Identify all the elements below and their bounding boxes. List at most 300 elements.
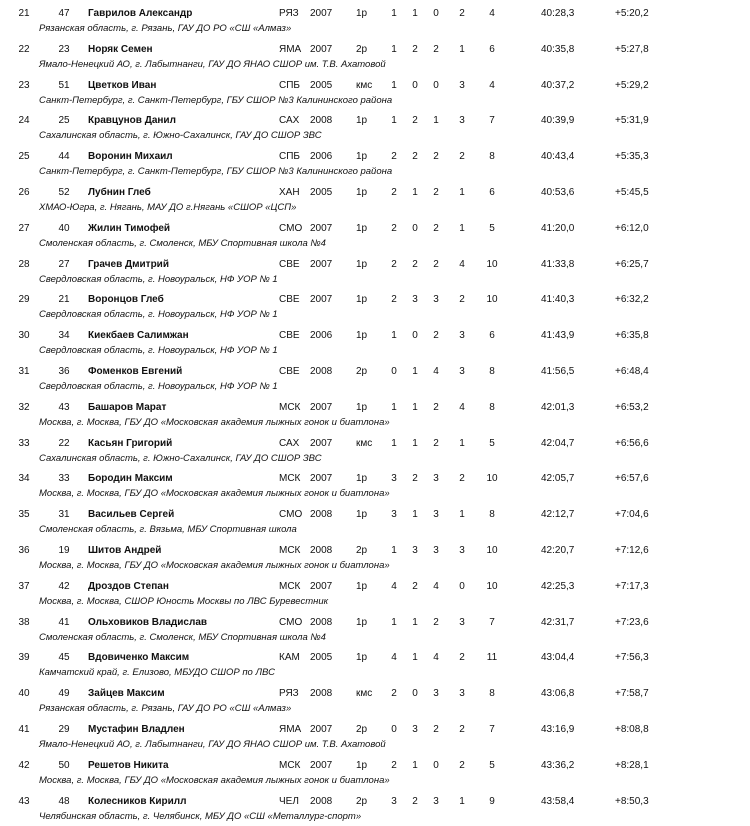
shooting-stage-1: 1	[391, 545, 397, 556]
athlete-name: Дроздов Степан	[88, 580, 169, 592]
region-code: СПБ	[279, 79, 300, 91]
place-cell: 33	[18, 437, 30, 449]
shooting-stage-1: 0	[391, 366, 397, 377]
region-code: СМО	[279, 222, 303, 234]
birth-year: 2007	[310, 759, 333, 771]
bib-number: 44	[58, 151, 70, 163]
finish-time: 42:12,7	[541, 509, 575, 521]
shooting-stage-2: 1	[412, 437, 418, 449]
athlete-name: Ольховиков Владислав	[88, 616, 208, 628]
birth-year: 2007	[310, 437, 333, 449]
time-behind: +6:35,8	[615, 330, 649, 342]
penalty-total: 7	[489, 724, 495, 735]
time-behind: +7:23,6	[615, 616, 649, 628]
shooting-stage-1: 1	[391, 79, 397, 91]
result-row	[0, 3, 750, 38]
place-cell: 37	[18, 580, 30, 592]
organization: Рязанская область, г. Рязань, ГАУ ДО РО «СШ «Алмаз»	[39, 703, 292, 715]
sport-rank: 2р	[356, 545, 368, 556]
shooting-stage-3: 3	[433, 509, 439, 521]
shooting-stage-3: 2	[433, 437, 439, 449]
athlete-name: Фоменков Евгений	[88, 366, 183, 377]
organization: Ямало-Ненецкий АО, г. Лабытнанги, ГАУ ДО ЯНАО СШОР им. Т.В. Ахатовой	[39, 58, 386, 70]
result-row	[0, 361, 750, 396]
penalty-total: 6	[489, 330, 495, 342]
time-behind: +8:50,3	[615, 795, 649, 807]
time-behind: +6:25,7	[615, 258, 649, 270]
time-behind: +8:28,1	[615, 759, 649, 771]
birth-year: 2007	[310, 43, 333, 55]
penalty-total: 10	[486, 294, 498, 306]
shooting-stage-3: 0	[433, 79, 439, 91]
result-row	[0, 612, 750, 647]
bib-number: 33	[58, 473, 70, 485]
organization: Сахалинская область, г. Южно-Сахалинск, ГАУ ДО СШОР ЗВС	[39, 130, 322, 142]
region-code: СВЕ	[279, 294, 300, 306]
bib-number: 45	[58, 652, 70, 664]
result-row	[0, 433, 750, 468]
result-row	[0, 647, 750, 682]
result-row	[0, 325, 750, 360]
birth-year: 2007	[310, 8, 333, 19]
athlete-name: Вдовиченко Максим	[88, 652, 190, 664]
time-behind: +6:48,4	[615, 366, 649, 377]
time-behind: +6:12,0	[615, 222, 649, 234]
region-code: САХ	[279, 437, 300, 449]
sport-rank: 2р	[356, 43, 368, 55]
penalty-total: 10	[486, 580, 498, 592]
athlete-name: Гаврилов Александр	[88, 8, 193, 19]
penalty-total: 8	[489, 401, 495, 413]
shooting-stage-2: 1	[412, 759, 418, 771]
place-cell: 31	[18, 366, 30, 377]
place-cell: 35	[18, 509, 30, 521]
penalty-total: 10	[486, 258, 498, 270]
shooting-stage-2: 0	[412, 688, 418, 700]
shooting-stage-3: 3	[433, 795, 439, 807]
time-behind: +7:17,3	[615, 580, 649, 592]
finish-time: 40:28,3	[541, 8, 575, 19]
bib-number: 22	[58, 437, 70, 449]
shooting-stage-3: 2	[433, 187, 439, 198]
penalty-total: 4	[489, 79, 495, 91]
sport-rank: 1р	[356, 580, 368, 592]
sport-rank: 1р	[356, 294, 368, 306]
birth-year: 2008	[310, 366, 333, 377]
penalty-total: 4	[489, 8, 495, 19]
result-row	[0, 218, 750, 253]
shooting-stage-4: 2	[459, 724, 465, 735]
sport-rank: 1р	[356, 8, 368, 19]
shooting-stage-3: 2	[433, 616, 439, 628]
place-cell: 21	[18, 8, 30, 19]
shooting-stage-4: 3	[459, 688, 465, 700]
bib-number: 36	[58, 366, 70, 377]
bib-number: 50	[58, 759, 70, 771]
athlete-name: Колесников Кирилл	[88, 795, 187, 807]
bib-number: 51	[58, 79, 70, 91]
shooting-stage-3: 4	[433, 366, 439, 377]
region-code: СВЕ	[279, 330, 300, 342]
sport-rank: 1р	[356, 401, 368, 413]
finish-time: 42:05,7	[541, 473, 575, 485]
finish-time: 42:04,7	[541, 437, 575, 449]
penalty-total: 5	[489, 759, 495, 771]
sport-rank: 2р	[356, 795, 368, 807]
shooting-stage-3: 3	[433, 294, 439, 306]
place-cell: 23	[18, 79, 30, 91]
finish-time: 42:20,7	[541, 545, 575, 556]
shooting-stage-1: 2	[391, 759, 397, 771]
bib-number: 49	[58, 688, 70, 700]
shooting-stage-2: 1	[412, 616, 418, 628]
shooting-stage-2: 2	[412, 473, 418, 485]
birth-year: 2007	[310, 258, 333, 270]
birth-year: 2008	[310, 545, 333, 556]
athlete-name: Лубнин Глеб	[88, 187, 151, 198]
shooting-stage-3: 0	[433, 8, 439, 19]
athlete-name: Касьян Григорий	[88, 437, 173, 449]
birth-year: 2006	[310, 151, 333, 163]
finish-time: 42:31,7	[541, 616, 575, 628]
shooting-stage-1: 1	[391, 8, 397, 19]
athlete-name: Жилин Тимофей	[88, 222, 171, 234]
birth-year: 2006	[310, 330, 333, 342]
athlete-name: Кравцунов Данил	[88, 115, 176, 127]
region-code: МСК	[279, 759, 301, 771]
penalty-total: 11	[486, 652, 498, 664]
shooting-stage-4: 4	[459, 258, 465, 270]
place-cell: 38	[18, 616, 30, 628]
organization: Смоленская область, г. Вязьма, МБУ Спортивная школа	[39, 524, 297, 536]
shooting-stage-2: 0	[412, 222, 418, 234]
shooting-stage-4: 3	[459, 545, 465, 556]
time-behind: +5:35,3	[615, 151, 649, 163]
shooting-stage-3: 2	[433, 151, 439, 163]
shooting-stage-3: 2	[433, 724, 439, 735]
shooting-stage-2: 1	[412, 509, 418, 521]
athlete-name: Киекбаев Салимжан	[88, 330, 189, 342]
shooting-stage-4: 3	[459, 79, 465, 91]
bib-number: 21	[58, 294, 70, 306]
shooting-stage-3: 2	[433, 258, 439, 270]
result-row	[0, 755, 750, 790]
penalty-total: 6	[489, 43, 495, 55]
organization: Свердловская область, г. Новоуральск, НФ УОР № 1	[39, 309, 278, 321]
shooting-stage-1: 1	[391, 330, 397, 342]
shooting-stage-1: 2	[391, 688, 397, 700]
sport-rank: кмс	[356, 688, 373, 700]
organization: Сахалинская область, г. Южно-Сахалинск, ГАУ ДО СШОР ЗВС	[39, 452, 322, 464]
organization: Москва, г. Москва, ГБУ ДО «Московская академия лыжных гонок и биатлона»	[39, 416, 390, 428]
shooting-stage-3: 0	[433, 759, 439, 771]
shooting-stage-3: 2	[433, 222, 439, 234]
shooting-stage-4: 2	[459, 473, 465, 485]
birth-year: 2008	[310, 688, 333, 700]
time-behind: +8:08,8	[615, 724, 649, 735]
region-code: СПБ	[279, 151, 300, 163]
place-cell: 43	[18, 795, 30, 807]
shooting-stage-4: 1	[459, 43, 465, 55]
result-row	[0, 182, 750, 217]
sport-rank: 1р	[356, 616, 368, 628]
penalty-total: 6	[489, 187, 495, 198]
time-behind: +7:04,6	[615, 509, 649, 521]
finish-time: 43:04,4	[541, 652, 575, 664]
penalty-total: 5	[489, 437, 495, 449]
place-cell: 27	[18, 222, 30, 234]
shooting-stage-4: 2	[459, 652, 465, 664]
organization: Камчатский край, г. Елизово, МБУДО СШОР по ЛВС	[39, 667, 275, 679]
shooting-stage-2: 0	[412, 79, 418, 91]
sport-rank: 1р	[356, 115, 368, 127]
result-row	[0, 289, 750, 324]
organization: ХМАО-Югра, г. Нягань, МАУ ДО г.Нягань «СШОР «ЦСП»	[39, 202, 297, 213]
time-behind: +7:58,7	[615, 688, 649, 700]
shooting-stage-2: 1	[412, 401, 418, 413]
place-cell: 25	[18, 151, 30, 163]
birth-year: 2005	[310, 187, 333, 198]
sport-rank: 1р	[356, 652, 368, 664]
organization: Москва, г. Москва, СШОР Юность Москвы по ЛВС Буревестник	[39, 595, 329, 607]
shooting-stage-3: 3	[433, 473, 439, 485]
result-row	[0, 576, 750, 611]
finish-time: 42:01,3	[541, 401, 575, 413]
time-behind: +7:56,3	[615, 652, 649, 664]
athlete-name: Решетов Никита	[88, 759, 169, 771]
bib-number: 29	[58, 724, 70, 735]
penalty-total: 7	[489, 115, 495, 127]
shooting-stage-2: 2	[412, 258, 418, 270]
sport-rank: 1р	[356, 222, 368, 234]
birth-year: 2008	[310, 115, 333, 127]
shooting-stage-1: 2	[391, 187, 397, 198]
shooting-stage-4: 2	[459, 8, 465, 19]
birth-year: 2008	[310, 795, 333, 807]
result-row	[0, 75, 750, 110]
organization: Санкт-Петербург, г. Санкт-Петербург, ГБУ СШОР №3 Калининского района	[39, 166, 393, 178]
result-row	[0, 110, 750, 145]
bib-number: 34	[58, 330, 70, 342]
shooting-stage-3: 4	[433, 652, 439, 664]
region-code: СВЕ	[279, 258, 300, 270]
bib-number: 52	[58, 187, 70, 198]
sport-rank: 2р	[356, 724, 368, 735]
organization: Смоленская область, г. Смоленск, МБУ Спортивная школа №4	[39, 237, 326, 249]
sport-rank: 1р	[356, 509, 368, 521]
sport-rank: 1р	[356, 759, 368, 771]
shooting-stage-2: 3	[412, 294, 418, 306]
region-code: СМО	[279, 509, 303, 521]
finish-time: 41:40,3	[541, 294, 575, 306]
shooting-stage-1: 1	[391, 115, 397, 127]
shooting-stage-4: 4	[459, 401, 465, 413]
birth-year: 2007	[310, 294, 333, 306]
birth-year: 2007	[310, 401, 333, 413]
athlete-name: Васильев Сергей	[88, 509, 175, 521]
shooting-stage-2: 3	[412, 545, 418, 556]
birth-year: 2007	[310, 724, 333, 735]
organization: Свердловская область, г. Новоуральск, НФ УОР № 1	[39, 381, 278, 392]
shooting-stage-3: 4	[433, 580, 439, 592]
finish-time: 40:37,2	[541, 79, 575, 91]
shooting-stage-2: 3	[412, 724, 418, 735]
birth-year: 2005	[310, 652, 333, 664]
shooting-stage-1: 0	[391, 724, 397, 735]
shooting-stage-3: 2	[433, 401, 439, 413]
athlete-name: Мустафин Владлен	[88, 724, 185, 735]
region-code: ХАН	[279, 187, 300, 198]
time-behind: +6:57,6	[615, 473, 649, 485]
athlete-name: Шитов Андрей	[88, 545, 162, 556]
place-cell: 32	[18, 401, 30, 413]
athlete-name: Зайцев Максим	[88, 688, 165, 700]
shooting-stage-4: 2	[459, 759, 465, 771]
place-cell: 28	[18, 258, 30, 270]
sport-rank: 1р	[356, 473, 368, 485]
penalty-total: 9	[489, 795, 495, 807]
shooting-stage-3: 1	[433, 115, 439, 127]
shooting-stage-4: 1	[459, 437, 465, 449]
sport-rank: кмс	[356, 79, 373, 91]
shooting-stage-4: 0	[459, 580, 465, 592]
shooting-stage-1: 2	[391, 222, 397, 234]
region-code: РЯЗ	[279, 8, 299, 19]
birth-year: 2005	[310, 79, 333, 91]
organization: Смоленская область, г. Смоленск, МБУ Спортивная школа №4	[39, 631, 326, 643]
penalty-total: 7	[489, 616, 495, 628]
time-behind: +5:27,8	[615, 43, 649, 55]
penalty-total: 8	[489, 366, 495, 377]
place-cell: 39	[18, 652, 30, 664]
shooting-stage-1: 3	[391, 795, 397, 807]
time-behind: +5:45,5	[615, 187, 649, 198]
region-code: МСК	[279, 401, 301, 413]
place-cell: 29	[18, 294, 30, 306]
finish-time: 40:39,9	[541, 115, 575, 127]
birth-year: 2007	[310, 580, 333, 592]
place-cell: 24	[18, 115, 30, 127]
shooting-stage-1: 1	[391, 401, 397, 413]
finish-time: 40:43,4	[541, 151, 575, 163]
organization: Ямало-Ненецкий АО, г. Лабытнанги, ГАУ ДО ЯНАО СШОР им. Т.В. Ахатовой	[39, 739, 386, 750]
result-row	[0, 39, 750, 74]
finish-time: 41:33,8	[541, 258, 575, 270]
birth-year: 2008	[310, 616, 333, 628]
finish-time: 43:36,2	[541, 759, 575, 771]
place-cell: 30	[18, 330, 30, 342]
shooting-stage-4: 1	[459, 187, 465, 198]
bib-number: 41	[58, 616, 70, 628]
organization: Свердловская область, г. Новоуральск, НФ УОР № 1	[39, 273, 278, 285]
organization: Москва, г. Москва, ГБУ ДО «Московская академия лыжных гонок и биатлона»	[39, 774, 390, 786]
shooting-stage-1: 1	[391, 616, 397, 628]
finish-time: 41:20,0	[541, 222, 575, 234]
region-code: МСК	[279, 580, 301, 592]
time-behind: +5:20,2	[615, 8, 649, 19]
athlete-name: Норяк Семен	[88, 43, 153, 55]
bib-number: 31	[58, 509, 70, 521]
athlete-name: Бородин Максим	[88, 473, 173, 485]
shooting-stage-2: 1	[412, 8, 418, 19]
sport-rank: 1р	[356, 187, 368, 198]
athlete-name: Цветков Иван	[88, 79, 157, 91]
athlete-name: Башаров Марат	[88, 401, 167, 413]
shooting-stage-2: 2	[412, 115, 418, 127]
bib-number: 47	[58, 8, 70, 19]
place-cell: 40	[18, 688, 30, 700]
organization: Москва, г. Москва, ГБУ ДО «Московская академия лыжных гонок и биатлона»	[39, 560, 390, 571]
athlete-name: Грачев Дмитрий	[88, 258, 169, 270]
result-row	[0, 540, 750, 575]
sport-rank: 1р	[356, 330, 368, 342]
bib-number: 48	[58, 795, 70, 807]
shooting-stage-2: 1	[412, 187, 418, 198]
shooting-stage-2: 2	[412, 795, 418, 807]
shooting-stage-1: 2	[391, 258, 397, 270]
region-code: МСК	[279, 473, 301, 485]
penalty-total: 5	[489, 222, 495, 234]
penalty-total: 8	[489, 509, 495, 521]
bib-number: 19	[58, 545, 70, 556]
shooting-stage-4: 3	[459, 330, 465, 342]
penalty-total: 10	[486, 545, 498, 556]
region-code: РЯЗ	[279, 688, 299, 700]
organization: Челябинская область, г. Челябинск, МБУ ДО «СШ «Металлург-спорт»	[39, 810, 362, 822]
sport-rank: кмс	[356, 437, 373, 449]
result-row	[0, 146, 750, 181]
birth-year: 2007	[310, 473, 333, 485]
shooting-stage-1: 4	[391, 652, 397, 664]
organization: Санкт-Петербург, г. Санкт-Петербург, ГБУ СШОР №3 Калининского района	[39, 94, 393, 106]
organization: Москва, г. Москва, ГБУ ДО «Московская академия лыжных гонок и биатлона»	[39, 488, 390, 500]
bib-number: 23	[58, 43, 70, 55]
result-row	[0, 254, 750, 289]
bib-number: 40	[58, 222, 70, 234]
place-cell: 22	[18, 43, 30, 55]
result-row	[0, 719, 750, 754]
sport-rank: 1р	[356, 258, 368, 270]
shooting-stage-4: 1	[459, 509, 465, 521]
finish-time: 43:16,9	[541, 724, 575, 735]
athlete-name: Воронцов Глеб	[88, 294, 164, 306]
shooting-stage-2: 1	[412, 652, 418, 664]
shooting-stage-2: 1	[412, 366, 418, 377]
finish-time: 40:53,6	[541, 187, 575, 198]
shooting-stage-2: 2	[412, 43, 418, 55]
bib-number: 25	[58, 115, 70, 127]
region-code: КАМ	[279, 652, 300, 664]
shooting-stage-4: 3	[459, 616, 465, 628]
time-behind: +5:29,2	[615, 79, 649, 91]
region-code: СВЕ	[279, 366, 300, 377]
sport-rank: 1р	[356, 151, 368, 163]
time-behind: +7:12,6	[615, 545, 649, 556]
shooting-stage-1: 2	[391, 294, 397, 306]
place-cell: 41	[18, 724, 30, 735]
shooting-stage-1: 1	[391, 43, 397, 55]
shooting-stage-3: 3	[433, 545, 439, 556]
organization: Свердловская область, г. Новоуральск, НФ УОР № 1	[39, 345, 278, 357]
shooting-stage-1: 3	[391, 509, 397, 521]
time-behind: +6:53,2	[615, 401, 649, 413]
place-cell: 42	[18, 759, 30, 771]
shooting-stage-2: 2	[412, 580, 418, 592]
place-cell: 36	[18, 545, 30, 556]
shooting-stage-4: 2	[459, 294, 465, 306]
region-code: ЯМА	[279, 43, 302, 55]
region-code: ЧЕЛ	[279, 795, 299, 807]
